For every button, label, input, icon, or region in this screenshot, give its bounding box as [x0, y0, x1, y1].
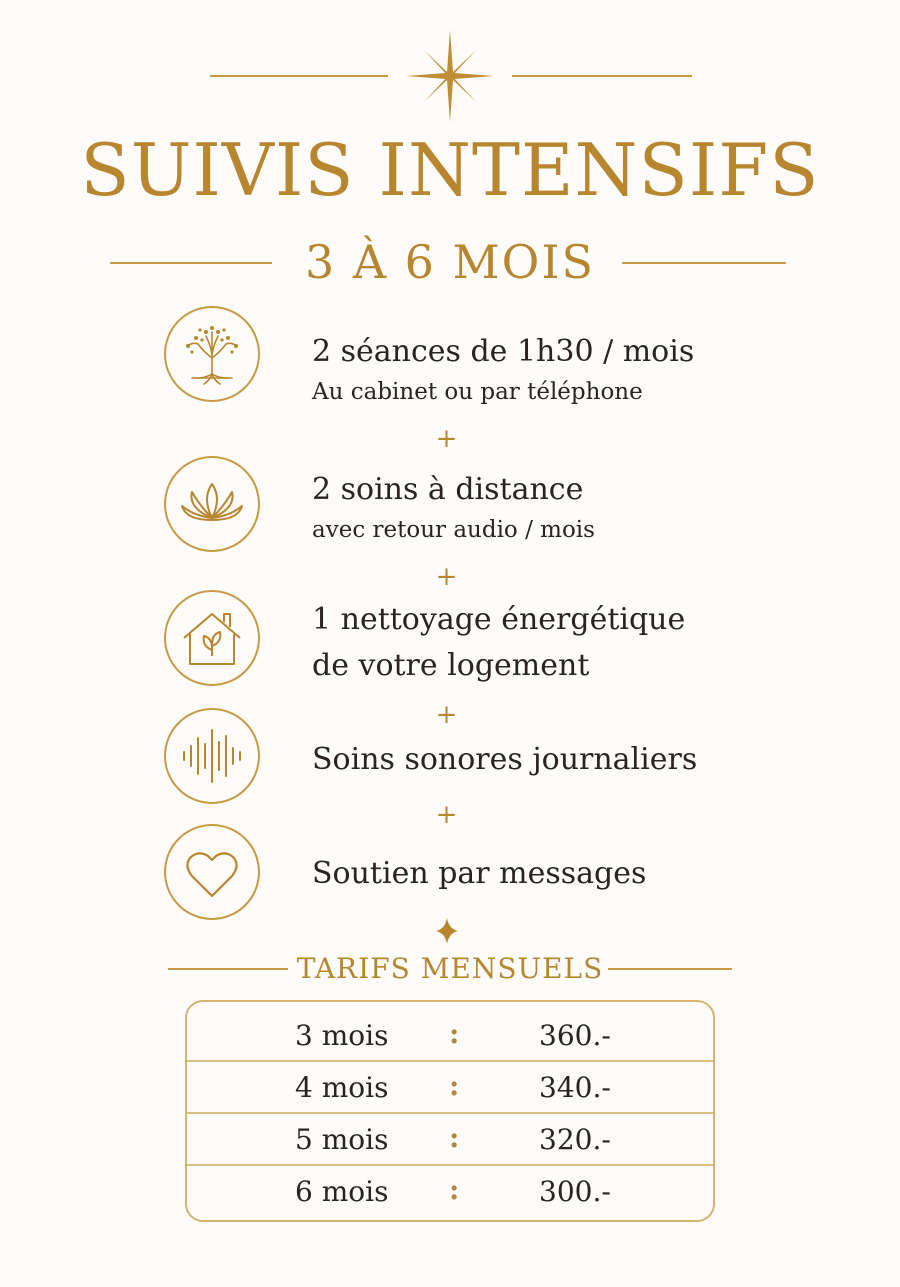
ornament-line-right	[512, 75, 692, 77]
price-colon: :	[449, 1017, 460, 1050]
plus-separator: +	[435, 424, 458, 454]
price-duration: 4 mois	[295, 1071, 389, 1104]
lotus-icon	[166, 458, 258, 550]
plus-separator: +	[435, 562, 458, 592]
feature-icon-circle	[164, 708, 260, 804]
feature-main-text-line2: de votre logement	[312, 648, 590, 683]
sparkle-icon	[436, 918, 458, 944]
price-colon: :	[449, 1069, 460, 1102]
page-title: SUIVIS INTENSIFS	[80, 128, 820, 212]
price-amount: 300.-	[539, 1175, 611, 1208]
price-table	[185, 1000, 715, 1222]
tree-of-life-icon	[166, 308, 258, 400]
price-colon: :	[449, 1121, 460, 1154]
plus-separator: +	[435, 700, 458, 730]
price-row	[187, 1164, 713, 1216]
feature-main-text: Soins sonores journaliers	[312, 742, 698, 777]
feature-sub-text: avec retour audio / mois	[312, 517, 595, 543]
price-amount: 360.-	[539, 1019, 611, 1052]
feature-icon-circle	[164, 306, 260, 402]
price-row	[187, 1008, 713, 1060]
price-duration: 6 mois	[295, 1175, 389, 1208]
ornament-line-left	[210, 75, 388, 77]
price-colon: :	[449, 1173, 460, 1206]
feature-icon-circle	[164, 590, 260, 686]
sound-wave-icon	[166, 710, 258, 802]
feature-icon-circle	[164, 456, 260, 552]
star-ornament	[0, 28, 900, 124]
tarifs-header	[0, 948, 900, 992]
tarifs-title: TARIFS MENSUELS	[296, 952, 604, 985]
price-amount: 320.-	[539, 1123, 611, 1156]
plus-separator: +	[435, 800, 458, 830]
price-amount: 340.-	[539, 1071, 611, 1104]
feature-main-text: Soutien par messages	[312, 856, 647, 891]
page-subtitle: 3 À 6 MOIS	[304, 235, 596, 289]
feature-main-text: 1 nettoyage énergétique	[312, 602, 686, 637]
price-row	[187, 1112, 713, 1164]
row-divider	[187, 1112, 713, 1114]
row-divider	[187, 1060, 713, 1062]
row-divider	[187, 1164, 713, 1166]
feature-main-text: 2 soins à distance	[312, 472, 584, 507]
feature-sub-text: Au cabinet ou par téléphone	[312, 379, 643, 405]
house-leaf-icon	[166, 592, 258, 684]
price-row	[187, 1060, 713, 1112]
heart-icon	[166, 826, 258, 918]
price-duration: 5 mois	[295, 1123, 389, 1156]
star-icon	[404, 28, 496, 124]
subtitle-block	[0, 228, 900, 298]
price-duration: 3 mois	[295, 1019, 389, 1052]
feature-icon-circle	[164, 824, 260, 920]
feature-main-text: 2 séances de 1h30 / mois	[312, 334, 695, 369]
